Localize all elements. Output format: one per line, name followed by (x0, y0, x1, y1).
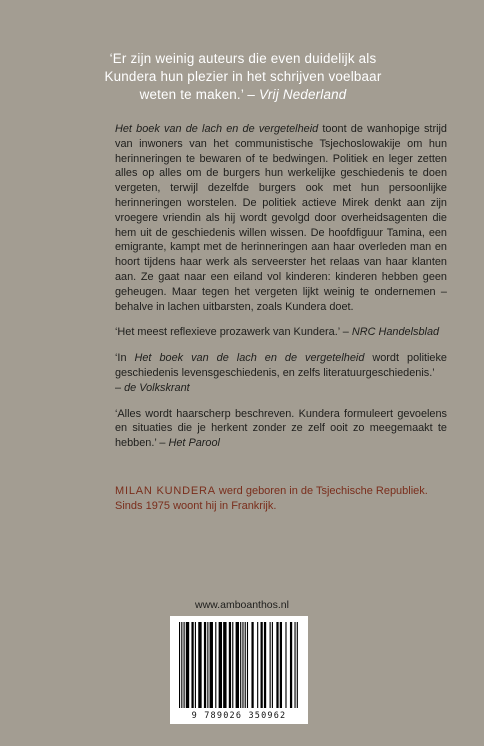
barcode-bar (210, 622, 213, 708)
review-3-source: Het Parool (168, 437, 220, 450)
barcode-bar (247, 622, 248, 708)
barcode-bar (195, 622, 196, 708)
barcode-bar (215, 622, 216, 708)
quote-line-3 (60, 86, 426, 104)
barcode-bar (186, 622, 189, 708)
barcode-bars (179, 622, 299, 708)
front-quote (60, 50, 426, 104)
barcode-bar (223, 622, 226, 708)
isbn-barcode (170, 616, 308, 724)
author-name: MILAN KUNDERA (115, 485, 216, 497)
isbn-digits: 9 789026 350962 (191, 711, 287, 721)
quote-line-1: ‘Er zijn weinig auteurs die even duidelijk als (109, 51, 377, 66)
author-bio-text: werd geboren in de Tsjechische Republiek. Sinds 1975 woont hij in Frankrijk. (115, 485, 428, 512)
barcode-bar (294, 622, 295, 708)
barcode-bar (229, 622, 231, 708)
quote-line-2: Kundera hun plezier in het schrijven voelbaar (104, 69, 382, 84)
barcode-bar (219, 622, 222, 708)
barcode-bar (204, 622, 206, 708)
barcode-bar (280, 622, 282, 708)
barcode-bar (264, 622, 266, 708)
review-2-pre: ‘In (115, 352, 135, 365)
review-2-dash: – (115, 381, 125, 394)
barcode-bar (240, 622, 241, 708)
review-3-text: ‘Alles wordt haarscherp beschreven. Kundera formuleert gevoelens en situaties die je herkent zonder ze zelf ooit zo meegemaakt te hebben.’ – (115, 407, 447, 450)
blurb-paragraph (115, 122, 447, 314)
book-title: Het boek van de lach en de vergetelheid (115, 123, 319, 135)
barcode-bar (207, 622, 208, 708)
barcode-bar (290, 622, 292, 708)
barcode-bar (191, 622, 193, 708)
barcode-bar (236, 622, 239, 708)
barcode-bar (297, 622, 298, 708)
review-1-source: NRC Handelsblad (351, 326, 440, 339)
review-1 (115, 325, 447, 340)
barcode-bar (198, 622, 201, 708)
barcode-bar (251, 622, 253, 708)
blurb-section (115, 122, 447, 451)
barcode-bar (232, 622, 233, 708)
review-2-text: wordt politieke geschiedenis levensgeschiedenis, en zelfs literatuurgeschiedenis.’ (115, 352, 447, 379)
blurb-text: toont de wanhopige strijd van inwoners van het communistische Tsjechoslowakije om hun herinneringen te bewaren of te bedwingen. Politiek en leger zetten alles op alles om de burgers hun werkelijke geschiedenis te doen vergeten, terwijl dezelfde burgers ook met hun persoonlijke herinneringen worstelen. De politiek actieve Mirek denkt aan zijn vroegere vriendin als hij wordt gevolgd door overheidsagenten die hem uit de geschiedenis willen wissen. De hoofdfiguur Tamina, een emigrante, kampt met de herinneringen aan haar overleden man en hoort tijdens haar werk als serveerster het relaas van haar klanten aan. Ze gaat naar een eiland vol kinderen: kinderen hebben geen geheugen. Maar tegen het vergeten lijkt weinig te ondernemen – behalve in lachen uitbarsten, zoals Kundera doet. (115, 123, 447, 313)
barcode-bar (261, 622, 263, 708)
quote-source: Vrij Nederland (259, 87, 347, 102)
barcode-bar (272, 622, 273, 708)
author-bio (115, 484, 447, 514)
publisher-website: www.amboanthos.nl (195, 599, 289, 611)
barcode-bar (179, 622, 180, 708)
barcode-bar (242, 622, 243, 708)
barcode-bar (181, 622, 182, 708)
barcode-bar (270, 622, 271, 708)
quote-line-3-text: weten te maken.’ – (139, 87, 259, 102)
review-2-title: Het boek van de lach en de vergetelheid (134, 352, 365, 365)
review-2 (115, 351, 447, 395)
barcode-bar (257, 622, 258, 708)
barcode-bar (276, 622, 278, 708)
barcode-bar (285, 622, 286, 708)
barcode-bar (184, 622, 185, 708)
review-3 (115, 407, 447, 451)
review-1-text: ‘Het meest reflexieve prozawerk van Kundera.’ – (115, 326, 352, 339)
review-2-source: de Volkskrant (124, 381, 190, 394)
barcode-bar (245, 622, 246, 708)
